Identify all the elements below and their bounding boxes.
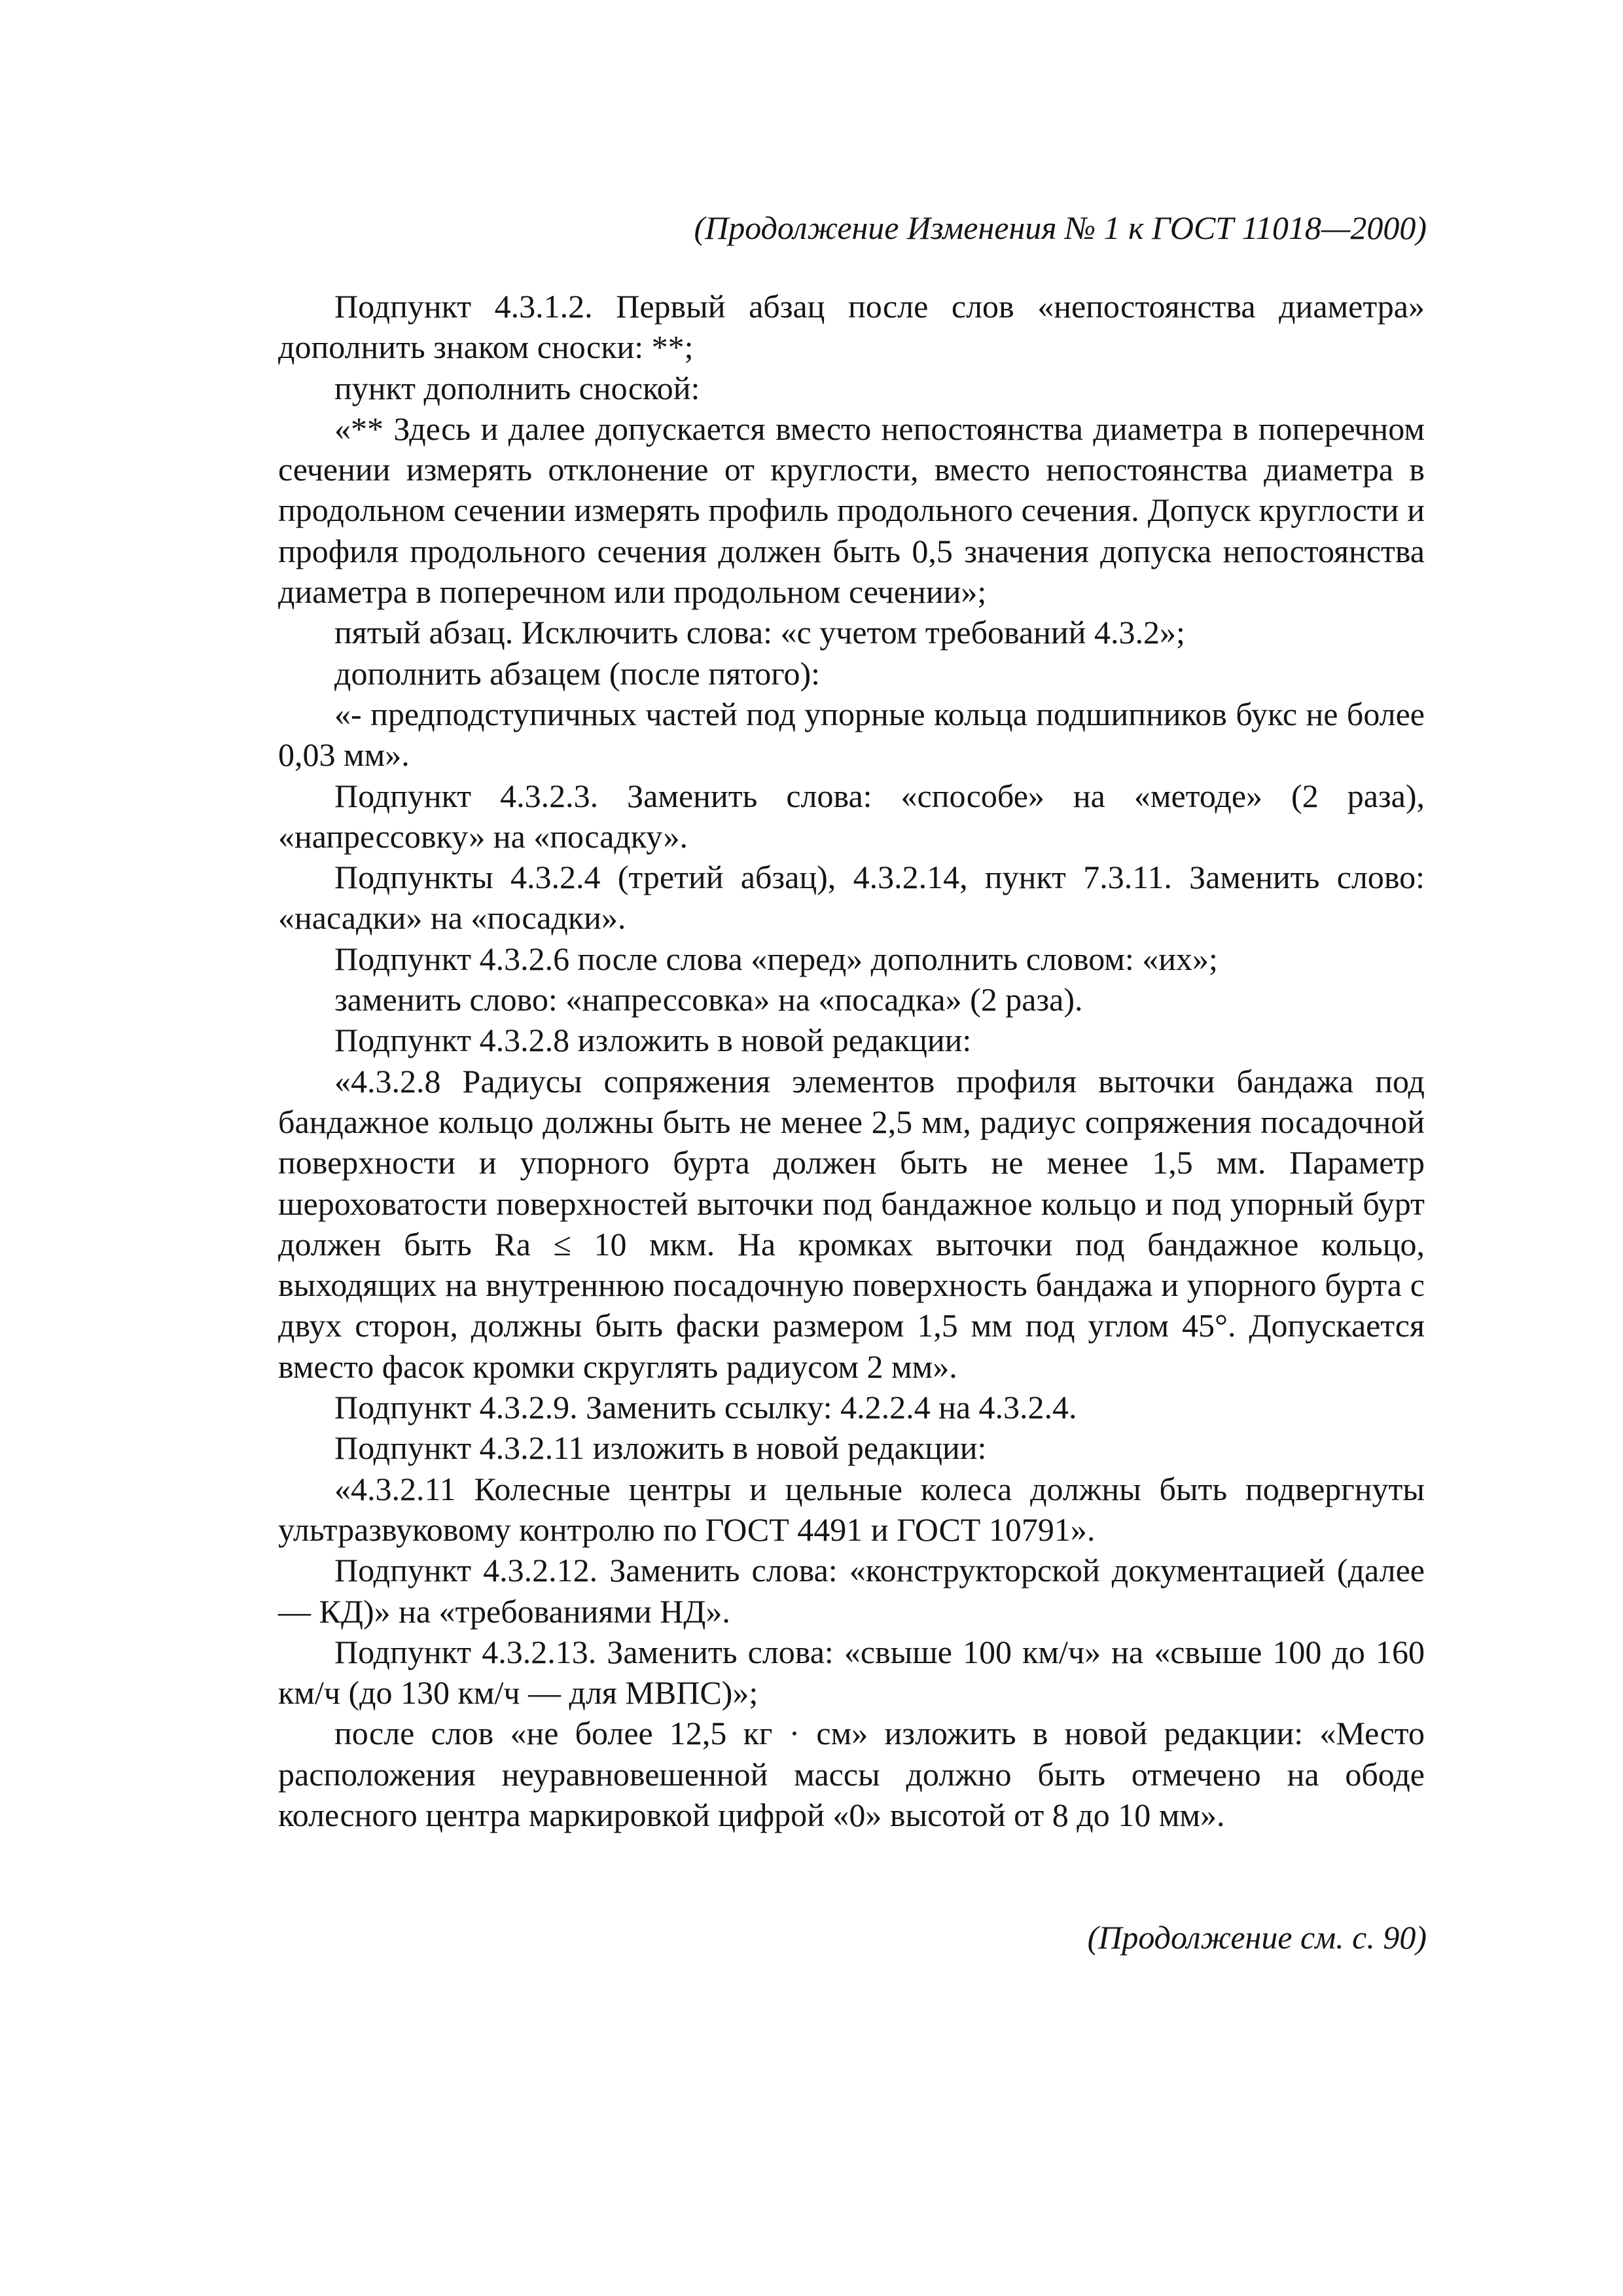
paragraph: Подпункт 4.3.2.12. Заменить слова: «конструкторской документацией (далее — КД)» на «требованиями НД». xyxy=(278,1552,1425,1630)
paragraph: после слов «не более 12,5 кг · см» изложить в новой редакции: «Место расположения неуравновешенной массы должно быть отмечено на ободе колесного центра маркировкой цифрой «0» высотой от 8 до 10 мм». xyxy=(278,1715,1425,1833)
paragraph: дополнить абзацем (после пятого): xyxy=(334,655,821,692)
page-footer: (Продолжение см. с. 90) xyxy=(1087,1919,1427,1956)
paragraph: заменить слово: «напрессовка» на «посадка» (2 раза). xyxy=(334,981,1083,1018)
paragraph: Подпункт 4.3.2.9. Заменить ссылку: 4.2.2.4 на 4.3.2.4. xyxy=(334,1389,1077,1426)
paragraph: «- предподступичных частей под упорные кольца подшипников букс не более 0,03 мм». xyxy=(278,695,1425,774)
paragraph: Подпункт 4.3.2.11 изложить в новой редакции: xyxy=(334,1429,987,1467)
paragraph: Подпункт 4.3.1.2. Первый абзац после слов «непостоянства диаметра» дополнить знаком сноски: **; xyxy=(278,288,1425,366)
paragraph: Подпункты 4.3.2.4 (третий абзац), 4.3.2.14, пункт 7.3.11. Заменить слово: «насадки» на «посадки». xyxy=(278,859,1425,937)
paragraph: «** Здесь и далее допускается вместо непостоянства диаметра в поперечном сечении измерять отклонение от круглости, вместо непостоянства диаметра в продольном сечении измерять профиль продольного сечения. Допуск круглости и профиля продольного сечения должен быть 0,5 значения допуска непостоянства диаметра в поперечном или продольном сечении»; xyxy=(278,410,1425,611)
paragraph: Подпункт 4.3.2.13. Заменить слова: «свыше 100 км/ч» на «свыше 100 до 160 км/ч (до 130 км/ч — для МВПС)»; xyxy=(278,1633,1425,1712)
paragraph: Подпункт 4.3.2.6 после слова «перед» дополнить словом: «их»; xyxy=(334,940,1218,977)
paragraph: Подпункт 4.3.2.8 изложить в новой редакции: xyxy=(334,1022,972,1059)
paragraph: «4.3.2.11 Колесные центры и цельные колеса должны быть подвергнуты ультразвуковому контролю по ГОСТ 4491 и ГОСТ 10791». xyxy=(278,1470,1425,1548)
page-header: (Продолжение Изменения № 1 к ГОСТ 11018—2000) xyxy=(694,209,1427,246)
paragraph: пятый абзац. Исключить слова: «с учетом требований 4.3.2»; xyxy=(334,614,1185,651)
paragraph: пункт дополнить сноской: xyxy=(334,369,700,406)
paragraph: «4.3.2.8 Радиусы сопряжения элементов профиля выточки бандажа под бандажное кольцо должны быть не менее 2,5 мм, радиус сопряжения посадочной поверхности и упорного бурта должен быть не менее 1,5 мм. Параметр шероховатости поверхностей выточки под бандажное кольцо и под упорный бурт должен быть Ra ≤ 10 мкм. На кромках выточки под бандажное кольцо, выходящих на внутреннюю посадочную поверхность бандажа и упорного бурта с двух сторон, должны быть фаски размером 1,5 мм под углом 45°. Допускается вместо фасок кромки скруглять радиусом 2 мм». xyxy=(278,1062,1425,1385)
paragraph: Подпункт 4.3.2.3. Заменить слова: «способе» на «методе» (2 раза), «напрессовку» на «посадку». xyxy=(278,777,1425,855)
document-body xyxy=(278,286,1425,1835)
